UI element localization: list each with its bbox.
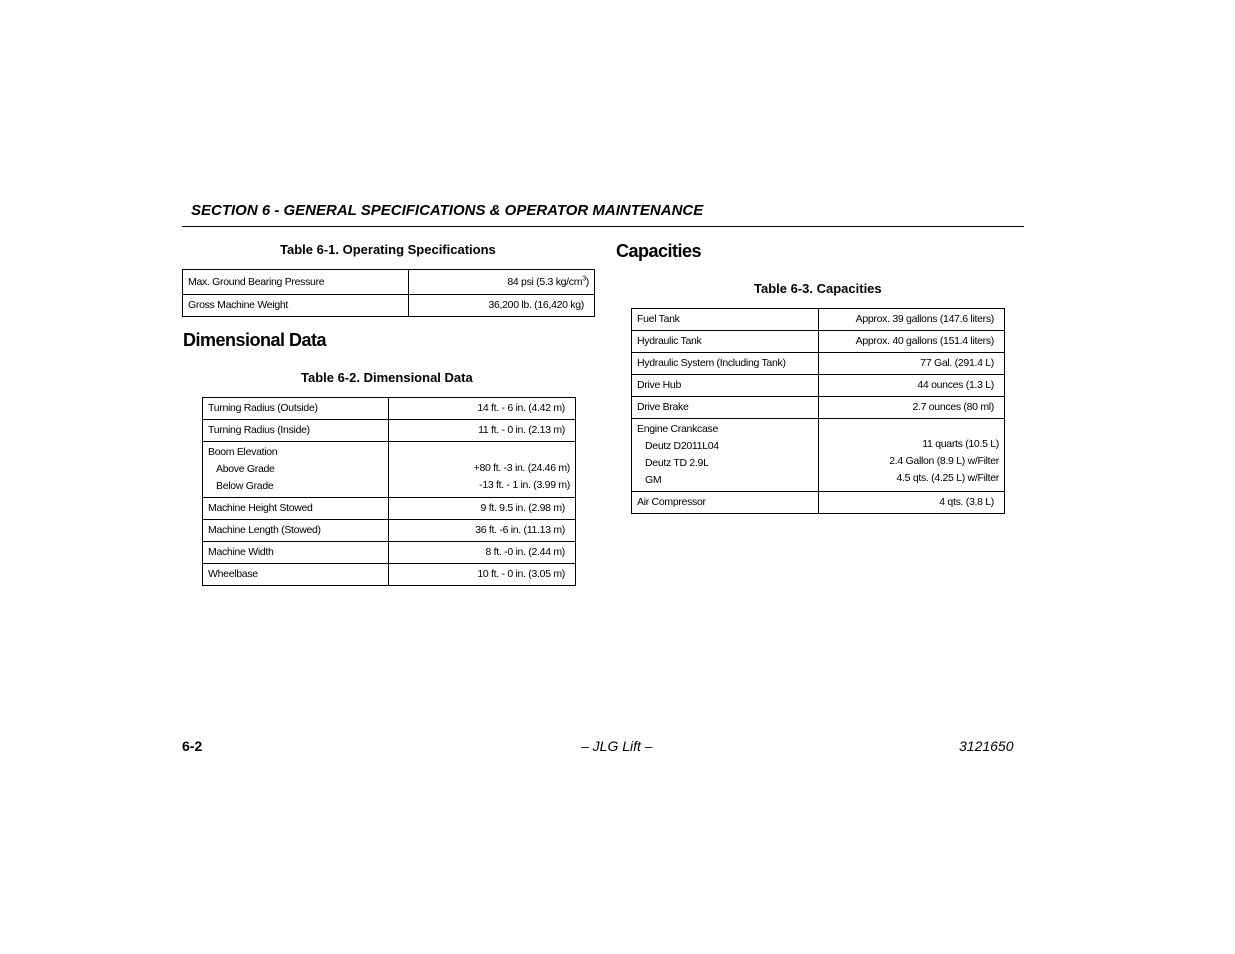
section-title: SECTION 6 - GENERAL SPECIFICATIONS & OPERATOR MAINTENANCE [191, 202, 704, 219]
row-label: Drive Brake [632, 397, 819, 419]
row-value: 9 ft. 9.5 in. (2.98 m) [389, 498, 576, 520]
row-value: 11 quarts (10.5 L) 2.4 Gallon (8.9 L) w/Filter 4.5 qts. (4.25 L) w/Filter [819, 419, 1005, 492]
table-row [203, 442, 576, 498]
table-row [632, 492, 1005, 514]
table-row [632, 353, 1005, 375]
table-row [203, 542, 576, 564]
row-label: Turning Radius (Inside) [203, 420, 389, 442]
header-rule [182, 226, 1024, 227]
row-label: Drive Hub [632, 375, 819, 397]
row-value: 4 qts. (3.8 L) [819, 492, 1005, 514]
row-label: Machine Width [203, 542, 389, 564]
row-label: Fuel Tank [632, 309, 819, 331]
row-label: Gross Machine Weight [183, 295, 409, 317]
row-value: 36,200 lb. (16,420 kg) [409, 295, 595, 317]
row-value: Approx. 39 gallons (147.6 liters) [819, 309, 1005, 331]
dimensional-data-table [202, 397, 576, 586]
capacities-table [631, 308, 1005, 514]
row-value: 44 ounces (1.3 L) [819, 375, 1005, 397]
table1-caption: Table 6-1. Operating Specifications [280, 242, 496, 257]
table-row [203, 564, 576, 586]
row-label: Machine Height Stowed [203, 498, 389, 520]
row-label: Engine Crankcase Deutz D2011L04 Deutz TD 2.9L GM [632, 419, 819, 492]
row-label: Boom Elevation Above Grade Below Grade [203, 442, 389, 498]
page-number: 6-2 [182, 738, 203, 754]
row-label: Air Compressor [632, 492, 819, 514]
operating-specifications-table [182, 269, 595, 317]
table-row [183, 270, 595, 295]
row-value: 84 psi (5.3 $kg/cm^3$) [409, 270, 595, 295]
row-value: 14 ft. - 6 in. (4.42 m) [389, 398, 576, 420]
table2-caption: Table 6-2. Dimensional Data [301, 370, 473, 385]
row-label: Max. Ground Bearing Pressure [183, 270, 409, 295]
table-row [203, 520, 576, 542]
row-label: Machine Length (Stowed) [203, 520, 389, 542]
table3-caption: Table 6-3. Capacities [754, 281, 882, 296]
row-label: Turning Radius (Outside) [203, 398, 389, 420]
row-value: 8 ft. -0 in. (2.44 m) [389, 542, 576, 564]
doc-number: 3121650 [959, 738, 1014, 754]
row-label: Hydraulic Tank [632, 331, 819, 353]
table-row [632, 419, 1005, 492]
dimensional-data-heading: Dimensional Data [183, 330, 327, 350]
table-row [203, 420, 576, 442]
table-row [632, 397, 1005, 419]
row-value: +80 ft. -3 in. (24.46 m) -13 ft. - 1 in. (3.99 m) [389, 442, 576, 498]
table-row [632, 331, 1005, 353]
table-row [203, 498, 576, 520]
row-label: Wheelbase [203, 564, 389, 586]
row-value: 11 ft. - 0 in. (2.13 m) [389, 420, 576, 442]
table-row [632, 375, 1005, 397]
row-value: 77 Gal. (291.4 L) [819, 353, 1005, 375]
capacities-heading: Capacities [616, 241, 702, 261]
footer-center: – JLG Lift – [581, 738, 653, 754]
row-value: 10 ft. - 0 in. (3.05 m) [389, 564, 576, 586]
table-row [203, 398, 576, 420]
table-row [632, 309, 1005, 331]
table-row [183, 295, 595, 317]
row-label: Hydraulic System (Including Tank) [632, 353, 819, 375]
row-value: 36 ft. -6 in. (11.13 m) [389, 520, 576, 542]
row-value: 2.7 ounces (80 ml) [819, 397, 1005, 419]
row-value: Approx. 40 gallons (151.4 liters) [819, 331, 1005, 353]
